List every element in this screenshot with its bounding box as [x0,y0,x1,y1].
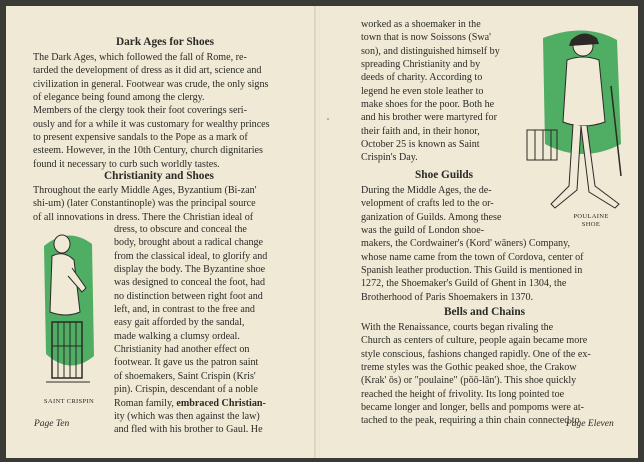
left-page-folio: Page Ten [34,419,70,429]
text-line: Spanish leather production. This Guild is mentioned in [361,265,583,277]
heading-bells-and-chains: Bells and Chains [444,306,525,318]
text-line: reached the height of frivolity. Its long pointed toe [361,388,565,400]
text-line: body, brought about a radical change [114,237,264,249]
text-line: became longer and longer, bells and pompoms were at- [361,402,584,414]
text-line: easy gait afforded by the sandal, [114,317,245,329]
text-line: their faith and, in their honor, [361,125,480,137]
text-line: October 25 is known as Saint [361,139,480,151]
text-line: found it necessary to curb such worldly tastes. [33,158,220,170]
text-line: tarded the development of dress as it did art, science and [33,65,262,77]
bold-line-start: Roman family, [114,397,177,409]
text-line: worked as a shoemaker in the [361,19,481,30]
poulaine-caption-line1: POULAINE [573,213,609,220]
text-line: dress, to obscure and conceal the [114,224,247,235]
saint-crispin-continued-text [361,18,516,165]
christianity-top-text [33,184,301,224]
text-line: deeds of charity. According to [361,72,483,84]
text-line: treme styles was the Gothic peaked shoe, the Crakow [361,362,577,374]
text-line: During the Middle Ages, the de- [361,185,492,196]
text-line: to present expensive sandals to the Pope as a mark of [33,132,248,144]
text-line: esteem. However, in the 10th Century, church dignitaries [33,145,263,157]
text-line: (Krak' ōs) or "poulaine" (pōō-lān'). This shoe quickly [361,375,577,387]
text-line: ously and for a while it was customary for wealthy princes [33,118,270,130]
text-line: shi-um) (later Constantinople) was the principal source [33,198,256,210]
heading-dark-ages: Dark Ages for Shoes [116,36,215,48]
text-line: tached to the peak, requiring a thin chain connected to [361,415,580,427]
binding-mark [327,118,329,120]
text-line: of shoemakers, Saint Crispin (Kris' [114,370,256,382]
text-line: Crispin's Day. [361,152,418,164]
text-line: town that is now Soissons (Swa' [361,32,491,44]
text-line: pin). Crispin, descendant of a noble [114,384,258,396]
text-line: The Dark Ages, which followed the fall of Rome, re- [33,52,247,63]
text-line: was the guild of London shoe- [361,225,485,237]
text-line: made walking a clumsy ordeal. [114,330,240,342]
text-line: civilization in general. Footwear was crude, the only signs [33,78,269,90]
text-line: display the body. The Byzantine shoe [114,264,266,276]
text-line: of all innovations in dress. There the Christian ideal of [33,211,254,223]
saint-crispin-illustration [36,226,100,398]
text-line: Members of the clergy took their foot coverings seri- [33,105,247,117]
text-line: Throughout the early Middle Ages, Byzantium (Bi-zan' [33,185,257,196]
text-line: son), and distinguished himself by [361,45,500,57]
christianity-bold-line [114,397,301,410]
text-line: footwear. It gave us the patron saint [114,357,259,369]
text-line: 1272, the Shoemaker's Guild of Ghent in 1304, the [361,278,567,290]
heading-shoe-guilds: Shoe Guilds [415,169,474,181]
text-line: spreading Christianity and by [361,59,481,71]
text-line: With the Renaissance, courts began rivaling the [361,322,554,333]
text-line: and fled with his brother to Gaul. He [114,424,263,436]
text-line: makers, the Cordwainer's (Kord' wāners) Company, [361,238,571,250]
poulaine-shoe-illustration [525,26,629,224]
christianity-end-text [114,410,301,437]
heading-christianity: Christianity and Shoes [104,170,214,182]
text-line: Christianity had another effect on [114,344,250,356]
left-page [6,6,317,458]
text-line: left, and, in contrast to the free and [114,304,255,316]
text-line: velopment of crafts led to the or- [361,198,494,210]
text-line: no distinction between right foot and [114,290,263,302]
dark-ages-text [33,51,301,171]
figure-head [54,235,70,253]
text-line: ganization of Guilds. Among these [361,211,502,223]
text-line: style conscious, fashions changed rapidly. One of the ex- [361,348,591,360]
right-page [320,6,638,458]
bold-emphasis: embraced Christian- [176,397,266,409]
figure-tunic [563,57,605,126]
text-line: ity (which was then against the law) [114,411,260,422]
text-line: was designed to conceal the foot, had [114,277,266,289]
text-line: and his brother were martyred for [361,112,497,124]
christianity-wrap-text [114,223,301,396]
text-line: Church as centers of culture, people again became more [361,335,588,347]
text-line: legend he even stole leather to [361,85,484,97]
bells-text [361,321,627,428]
text-line: make shoes for the poor. Both he [361,99,495,111]
poulaine-caption-line2: SHOE [581,221,601,228]
guilds-full-text [361,237,627,304]
text-line: whose name came from the town of Cordova, center of [361,251,584,263]
text-line: from the classical ideal, to glorify and [114,250,268,262]
text-line: Brotherhood of Paris Shoemakers in 1370. [361,291,534,303]
guilds-wrap-text [361,184,533,237]
saint-crispin-caption: SAINT CRISPIN [43,398,95,405]
right-page-folio: Page Eleven [566,419,614,429]
text-line: of elegance being found among the clergy. [33,92,205,104]
